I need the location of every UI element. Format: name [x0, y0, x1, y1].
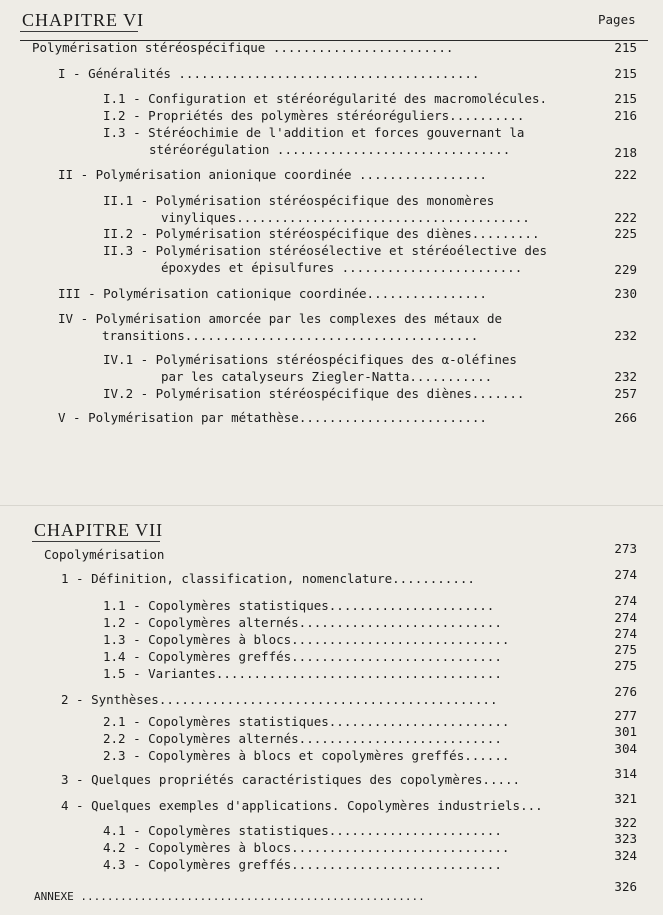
toc-entry: 1.1 - Copolymères statistiques...................... [103, 598, 495, 613]
toc-page-number: 222 [614, 167, 637, 182]
toc-entry: Copolymérisation [44, 547, 165, 562]
toc-page-number: 273 [614, 541, 637, 556]
chapter-7-title: CHAPITRE VII [34, 520, 164, 540]
toc-page-number: 314 [614, 766, 637, 781]
toc-entry: 1.3 - Copolymères à blocs............................. [103, 632, 510, 647]
toc-page-number: 215 [614, 66, 637, 81]
pages-header: Pages [598, 12, 636, 27]
toc-entry: I.2 - Propriétés des polymères stéréoréguliers.......... [103, 108, 525, 123]
toc-entry: stéréorégulation ............................... [149, 142, 511, 157]
toc-page-number: 229 [614, 262, 637, 277]
toc-entry: II.3 - Polymérisation stéréosélective et stéréoélective des [103, 243, 548, 258]
toc-entry: 1.2 - Copolymères alternés........................... [103, 615, 502, 630]
toc-entry: II - Polymérisation anionique coordinée ................. [58, 167, 487, 182]
toc-entry: 1.4 - Copolymères greffés............................ [103, 649, 502, 664]
toc-page-number: 322 [614, 815, 637, 830]
toc-page-number: 225 [614, 226, 637, 241]
toc-entry: Polymérisation stéréospécifique ........................ [32, 40, 454, 55]
toc-page-number: 230 [614, 286, 637, 301]
toc-entry: II.2 - Polymérisation stéréospécifique des diènes......... [103, 226, 540, 241]
chapter-6-title: CHAPITRE VI [22, 10, 145, 30]
toc-entry: époxydes et épisulfures ........................ [161, 260, 523, 275]
toc-page-number: 222 [614, 210, 637, 225]
toc-entry: transitions....................................... [102, 328, 479, 343]
toc-entry: 2.3 - Copolymères à blocs et copolymères greffés...... [103, 748, 510, 763]
toc-page-number: 215 [614, 40, 637, 55]
toc-entry: III - Polymérisation cationique coordinée................ [58, 286, 487, 301]
toc-entry: 4 - Quelques exemples d'applications. Copolymères industriels... [61, 798, 543, 813]
toc-entry: 1 - Définition, classification, nomenclature........... [61, 571, 475, 586]
toc-page-number: 257 [614, 386, 637, 401]
toc-entry: IV - Polymérisation amorcée par les complexes des métaux de [58, 311, 503, 326]
toc-entry: V - Polymérisation par métathèse......................... [58, 410, 487, 425]
toc-entry: 2.1 - Copolymères statistiques........................ [103, 714, 510, 729]
toc-entry: 4.1 - Copolymères statistiques....................... [103, 823, 502, 838]
toc-entry: par les catalyseurs Ziegler-Natta........... [161, 369, 493, 384]
toc-page-number-annexe: 326 [614, 879, 637, 894]
toc-entry: I.1 - Configuration et stéréorégularité des macromolécules. [103, 91, 548, 106]
toc-entry: 3 - Quelques propriétés caractéristiques des copolymères..... [61, 772, 521, 787]
toc-entry: 2 - Synthèses............................................. [61, 692, 498, 707]
toc-page-number: 301 [614, 724, 637, 739]
toc-entry: 1.5 - Variantes...................................... [103, 666, 502, 681]
toc-page-number: 232 [614, 369, 637, 384]
toc-entry: 4.2 - Copolymères à blocs............................. [103, 840, 510, 855]
toc-page-number: 274 [614, 567, 637, 582]
toc-page-number: 216 [614, 108, 637, 123]
toc-page-number: 275 [614, 642, 637, 657]
toc-page-number: 232 [614, 328, 637, 343]
toc-page-number: 321 [614, 791, 637, 806]
toc-page-number: 215 [614, 91, 637, 106]
toc-entry: vinyliques....................................... [161, 210, 530, 225]
toc-page-number: 274 [614, 626, 637, 641]
toc-page-number: 324 [614, 848, 637, 863]
toc-entry: IV.2 - Polymérisation stéréospécifique des diènes....... [103, 386, 525, 401]
toc-entry: IV.1 - Polymérisations stéréospécifiques des α-oléfines [103, 352, 517, 367]
page-fold-shadow [0, 505, 663, 506]
toc-page-number: 275 [614, 658, 637, 673]
toc-entry: II.1 - Polymérisation stéréospécifique des monomères [103, 193, 495, 208]
chapter-7-underline [32, 541, 160, 542]
toc-entry: I.3 - Stéréochimie de l'addition et forces gouvernant la [103, 125, 525, 140]
toc-entry: I - Généralités ........................................ [58, 66, 480, 81]
toc-page-number: 323 [614, 831, 637, 846]
chapter-6-underline [20, 31, 138, 32]
toc-page-number: 218 [614, 145, 637, 160]
toc-entry: 2.2 - Copolymères alternés........................... [103, 731, 502, 746]
toc-page-number: 266 [614, 410, 637, 425]
toc-page-number: 274 [614, 593, 637, 608]
toc-entry-annexe: ANNEXE .................................................... [34, 890, 425, 903]
toc-entry: 4.3 - Copolymères greffés............................ [103, 857, 502, 872]
toc-page-number: 276 [614, 684, 637, 699]
toc-page-number: 277 [614, 708, 637, 723]
toc-page-number: 304 [614, 741, 637, 756]
toc-page-number: 274 [614, 610, 637, 625]
